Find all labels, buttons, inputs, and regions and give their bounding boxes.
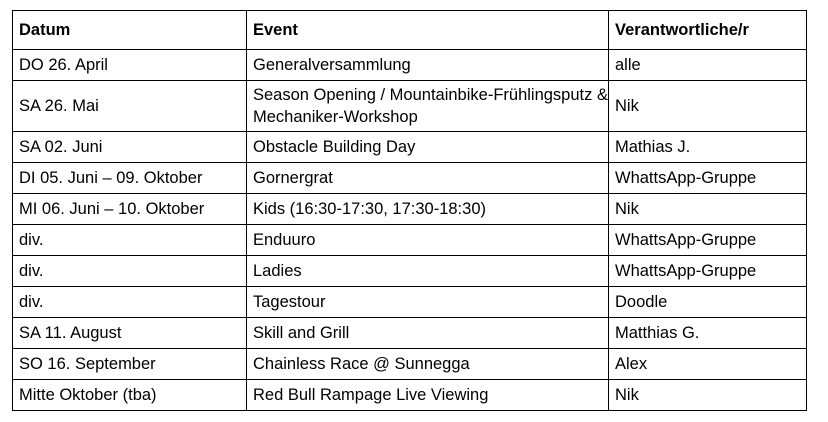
cell-verantwortliche: Doodle xyxy=(609,287,807,318)
cell-event: Skill and Grill xyxy=(247,318,609,349)
cell-event: Enduuro xyxy=(247,225,609,256)
cell-verantwortliche: WhattsApp-Gruppe xyxy=(609,225,807,256)
cell-event: Chainless Race @ Sunnegga xyxy=(247,349,609,380)
cell-verantwortliche: Mathias J. xyxy=(609,132,807,163)
cell-event: Season Opening / Mountainbike-Frühlingsputz & Mechaniker-Workshop xyxy=(247,81,609,132)
cell-verantwortliche: Nik xyxy=(609,380,807,411)
cell-datum: div. xyxy=(13,225,247,256)
cell-verantwortliche: WhattsApp-Gruppe xyxy=(609,163,807,194)
table-row xyxy=(13,225,807,256)
table-row xyxy=(13,318,807,349)
cell-datum: SA 02. Juni xyxy=(13,132,247,163)
cell-datum: DI 05. Juni – 09. Oktober xyxy=(13,163,247,194)
cell-event: Generalversammlung xyxy=(247,50,609,81)
cell-verantwortliche: WhattsApp-Gruppe xyxy=(609,256,807,287)
cell-event: Red Bull Rampage Live Viewing xyxy=(247,380,609,411)
header-verantwortliche: Verantwortliche/r xyxy=(609,11,807,50)
cell-datum: DO 26. April xyxy=(13,50,247,81)
table-row xyxy=(13,256,807,287)
cell-datum: div. xyxy=(13,287,247,318)
cell-verantwortliche: Matthias G. xyxy=(609,318,807,349)
cell-event: Obstacle Building Day xyxy=(247,132,609,163)
event-schedule-table xyxy=(12,10,807,411)
cell-event: Gornergrat xyxy=(247,163,609,194)
header-event: Event xyxy=(247,11,609,50)
cell-verantwortliche: alle xyxy=(609,50,807,81)
table-row xyxy=(13,81,807,132)
cell-datum: SA 11. August xyxy=(13,318,247,349)
table-row xyxy=(13,194,807,225)
table-row xyxy=(13,132,807,163)
cell-event: Tagestour xyxy=(247,287,609,318)
cell-datum: div. xyxy=(13,256,247,287)
cell-datum: SO 16. September xyxy=(13,349,247,380)
table-row xyxy=(13,163,807,194)
event-table-container xyxy=(12,10,807,411)
cell-verantwortliche: Nik xyxy=(609,81,807,132)
table-row xyxy=(13,380,807,411)
cell-event: Ladies xyxy=(247,256,609,287)
cell-datum: MI 06. Juni – 10. Oktober xyxy=(13,194,247,225)
table-row xyxy=(13,287,807,318)
cell-datum: SA 26. Mai xyxy=(13,81,247,132)
header-datum: Datum xyxy=(13,11,247,50)
cell-verantwortliche: Nik xyxy=(609,194,807,225)
table-row xyxy=(13,50,807,81)
table-header-row xyxy=(13,11,807,50)
cell-event: Kids (16:30-17:30, 17:30-18:30) xyxy=(247,194,609,225)
cell-verantwortliche: Alex xyxy=(609,349,807,380)
cell-datum: Mitte Oktober (tba) xyxy=(13,380,247,411)
table-row xyxy=(13,349,807,380)
